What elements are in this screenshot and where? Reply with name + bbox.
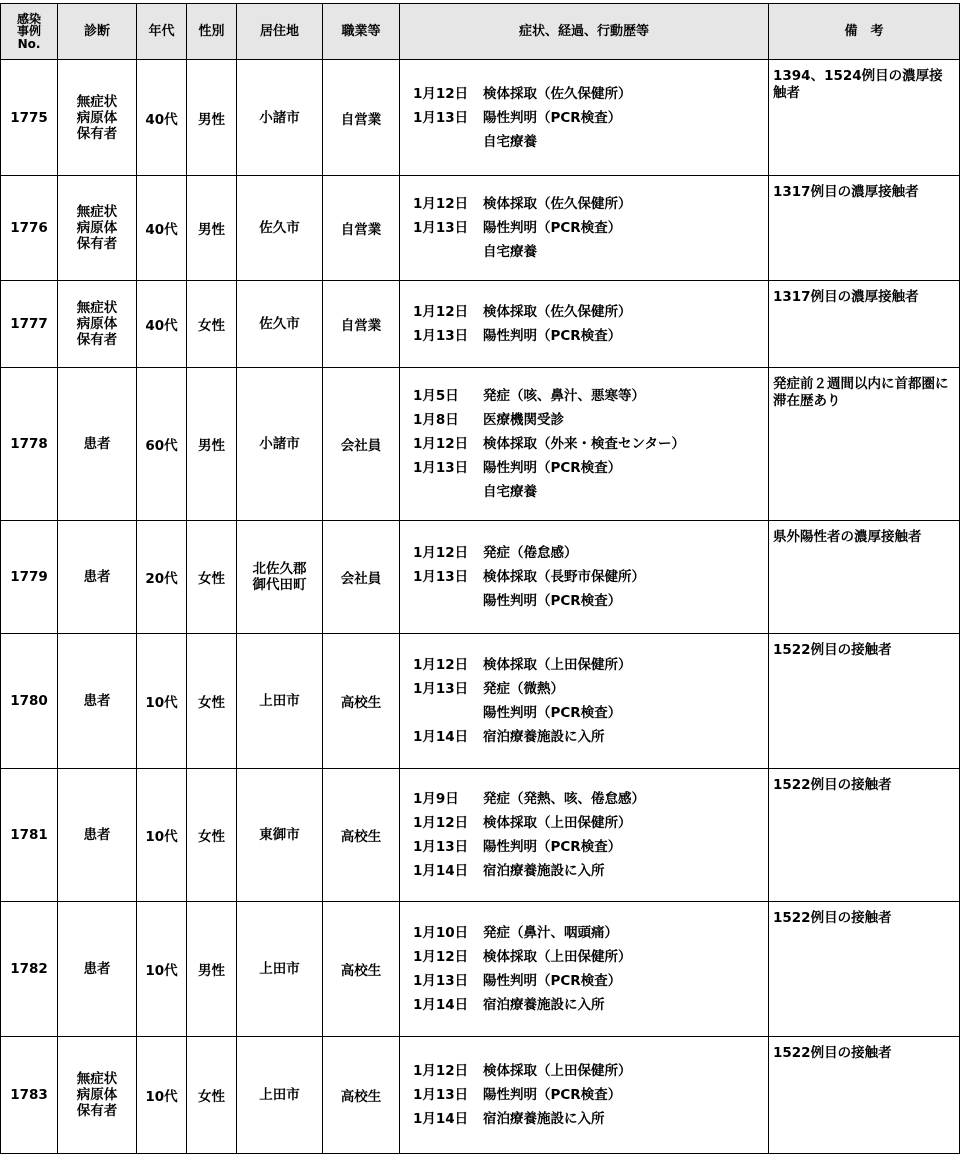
residence-cell <box>237 902 323 1037</box>
diagnosis-cell <box>58 60 137 176</box>
header-case-no-line1: 感染 <box>16 11 41 26</box>
event-date: 1月13日 <box>413 460 469 476</box>
header-diagnosis: 診断 <box>58 4 137 60</box>
header-sex: 性別 <box>187 4 237 60</box>
event-date: 1月14日 <box>413 863 469 879</box>
age-cell: 40代 <box>137 60 187 176</box>
residence-cell <box>237 281 323 368</box>
symptoms-cell <box>400 634 769 769</box>
event-row <box>413 859 768 883</box>
event-description: 陽性判明（PCR検査） <box>483 220 622 236</box>
note-cell: 1522例目の接触者 <box>769 1037 960 1154</box>
event-date <box>413 589 483 613</box>
event-date: 1月12日 <box>413 1063 469 1079</box>
header-case-no-line2: 事例 <box>16 24 41 39</box>
occupation-cell: 高校生 <box>323 634 400 769</box>
event-description: 検体採取（佐久保健所） <box>483 85 632 102</box>
event-description: 発症（微熱） <box>483 681 564 697</box>
occupation-cell: 自営業 <box>323 176 400 281</box>
event-row <box>413 835 768 859</box>
event-description: 発症（発熱、咳、倦怠感） <box>483 791 645 807</box>
symptoms-cell <box>400 281 769 368</box>
diagnosis-cell <box>58 769 137 902</box>
case-table <box>0 3 960 1154</box>
diagnosis-cell-line: 病原体 <box>76 109 118 126</box>
event-description: 陽性判明（PCR検査） <box>483 109 622 126</box>
diagnosis-cell-line: 病原体 <box>76 220 118 236</box>
case-no-cell: 1779 <box>1 521 58 634</box>
event-row <box>413 408 768 432</box>
event-description: 自宅療養 <box>483 133 537 150</box>
event-description: 医療機関受診 <box>483 412 564 428</box>
event-description: 検体採取（上田保健所） <box>483 949 632 965</box>
table-row <box>1 634 960 769</box>
event-row <box>413 480 768 504</box>
residence-cell <box>237 176 323 281</box>
event-row <box>413 240 768 264</box>
event-row <box>413 456 768 480</box>
age-cell: 10代 <box>137 1037 187 1154</box>
residence-cell-line: 上田市 <box>259 961 300 977</box>
header-notes: 備 考 <box>769 4 960 60</box>
event-date: 1月13日 <box>413 328 469 344</box>
symptoms-cell <box>400 368 769 521</box>
event-row <box>413 589 768 613</box>
diagnosis-cell <box>58 634 137 769</box>
diagnosis-cell-line: 患者 <box>83 961 111 977</box>
table-body <box>1 60 960 1154</box>
event-row <box>413 565 768 589</box>
sex-cell: 男性 <box>187 60 237 176</box>
case-no-cell: 1782 <box>1 902 58 1037</box>
event-date <box>413 701 483 725</box>
note-cell: 1522例目の接触者 <box>769 769 960 902</box>
event-date: 1月12日 <box>413 304 469 320</box>
diagnosis-cell-line: 患者 <box>83 436 111 452</box>
event-row <box>413 1059 768 1083</box>
case-no-cell: 1778 <box>1 368 58 521</box>
event-description: 陽性判明（PCR検査） <box>483 1087 622 1103</box>
diagnosis-cell-line: 保有者 <box>76 125 118 142</box>
event-description: 検体採取（上田保健所） <box>483 657 632 673</box>
case-no-cell: 1781 <box>1 769 58 902</box>
event-row <box>413 130 768 154</box>
event-description: 検体採取（長野市保健所） <box>483 569 645 585</box>
residence-cell <box>237 1037 323 1154</box>
residence-cell <box>237 634 323 769</box>
diagnosis-cell-line: 患者 <box>83 827 111 843</box>
event-row <box>413 677 768 701</box>
event-row <box>413 1083 768 1107</box>
age-cell: 40代 <box>137 176 187 281</box>
sex-cell: 男性 <box>187 902 237 1037</box>
residence-cell-line: 御代田町 <box>252 577 307 593</box>
event-date: 1月9日 <box>413 791 459 807</box>
occupation-cell: 自営業 <box>323 60 400 176</box>
occupation-cell: 高校生 <box>323 902 400 1037</box>
event-description: 検体採取（上田保健所） <box>483 815 632 831</box>
diagnosis-cell-line: 病原体 <box>76 316 118 332</box>
event-description: 陽性判明（PCR検査） <box>483 328 622 344</box>
diagnosis-cell <box>58 521 137 634</box>
residence-cell <box>237 368 323 521</box>
event-description: 陽性判明（PCR検査） <box>483 839 622 855</box>
event-date: 1月13日 <box>413 109 469 126</box>
event-date: 1月12日 <box>413 815 469 831</box>
event-description: 宿泊療養施設に入所 <box>483 863 605 879</box>
symptoms-cell <box>400 769 769 902</box>
residence-cell-line: 東御市 <box>259 827 300 843</box>
residence-cell-line: 上田市 <box>259 693 300 709</box>
event-row <box>413 701 768 725</box>
event-description: 検体採取（外来・検査センター） <box>483 436 685 452</box>
event-row <box>413 921 768 945</box>
event-date: 1月13日 <box>413 973 469 989</box>
age-cell: 10代 <box>137 769 187 902</box>
header-case-no-line3: No. <box>17 36 41 51</box>
event-date: 1月12日 <box>413 657 469 673</box>
event-row <box>413 384 768 408</box>
sex-cell: 女性 <box>187 634 237 769</box>
event-description: 宿泊療養施設に入所 <box>483 1111 605 1127</box>
event-date: 1月12日 <box>413 196 469 212</box>
residence-cell <box>237 769 323 902</box>
event-row <box>413 725 768 749</box>
event-date: 1月13日 <box>413 569 469 585</box>
event-row <box>413 653 768 677</box>
table-row <box>1 176 960 281</box>
residence-cell <box>237 60 323 176</box>
diagnosis-cell-line: 保有者 <box>76 236 118 252</box>
diagnosis-cell <box>58 176 137 281</box>
event-description: 検体採取（佐久保健所） <box>483 196 632 212</box>
diagnosis-cell <box>58 902 137 1037</box>
diagnosis-cell-line: 保有者 <box>76 332 118 348</box>
residence-cell-line: 北佐久郡 <box>252 561 307 577</box>
event-description: 発症（咳、鼻汁、悪寒等） <box>483 388 645 404</box>
age-cell: 60代 <box>137 368 187 521</box>
symptoms-cell <box>400 521 769 634</box>
sex-cell: 男性 <box>187 368 237 521</box>
table-row <box>1 521 960 634</box>
event-date: 1月8日 <box>413 412 459 428</box>
occupation-cell: 高校生 <box>323 769 400 902</box>
event-row <box>413 945 768 969</box>
event-description: 陽性判明（PCR検査） <box>483 705 622 721</box>
event-date: 1月12日 <box>413 949 469 965</box>
event-row <box>413 541 768 565</box>
residence-cell-line: 佐久市 <box>259 316 300 332</box>
diagnosis-cell-line: 無症状 <box>76 300 118 316</box>
event-date: 1月14日 <box>413 1111 469 1127</box>
sex-cell: 女性 <box>187 281 237 368</box>
diagnosis-cell-line: 保有者 <box>76 1103 118 1119</box>
occupation-cell: 高校生 <box>323 1037 400 1154</box>
event-description: 発症（鼻汁、咽頭痛） <box>483 925 618 941</box>
event-date <box>413 130 483 154</box>
symptoms-cell <box>400 1037 769 1154</box>
residence-cell-line: 佐久市 <box>259 220 300 236</box>
event-date: 1月12日 <box>413 545 469 561</box>
diagnosis-cell <box>58 1037 137 1154</box>
residence-cell-line: 上田市 <box>259 1087 300 1103</box>
event-description: 陽性判明（PCR検査） <box>483 460 622 476</box>
event-row <box>413 969 768 993</box>
symptoms-cell <box>400 902 769 1037</box>
table-row <box>1 902 960 1037</box>
event-row <box>413 82 768 106</box>
occupation-cell: 自営業 <box>323 281 400 368</box>
symptoms-cell <box>400 60 769 176</box>
event-row <box>413 787 768 811</box>
case-no-cell: 1776 <box>1 176 58 281</box>
event-date: 1月10日 <box>413 925 469 941</box>
event-row <box>413 811 768 835</box>
note-cell: 1317例目の濃厚接触者 <box>769 281 960 368</box>
event-row <box>413 993 768 1017</box>
event-row <box>413 300 768 324</box>
diagnosis-cell-line: 患者 <box>83 569 111 585</box>
event-date <box>413 480 483 504</box>
event-date <box>413 240 483 264</box>
age-cell: 40代 <box>137 281 187 368</box>
note-cell: 1522例目の接触者 <box>769 634 960 769</box>
event-date: 1月14日 <box>413 997 469 1013</box>
diagnosis-cell-line: 病原体 <box>76 1087 118 1103</box>
event-description: 検体採取（上田保健所） <box>483 1063 632 1079</box>
event-date: 1月13日 <box>413 1087 469 1103</box>
event-description: 自宅療養 <box>483 484 537 500</box>
note-cell: 1394、1524例目の濃厚接触者 <box>769 60 960 176</box>
event-description: 宿泊療養施設に入所 <box>483 997 605 1013</box>
event-row <box>413 432 768 456</box>
occupation-cell: 会社員 <box>323 521 400 634</box>
header-row <box>1 4 960 60</box>
sex-cell: 女性 <box>187 521 237 634</box>
event-date: 1月13日 <box>413 839 469 855</box>
diagnosis-cell-line: 患者 <box>83 693 111 709</box>
residence-cell <box>237 521 323 634</box>
header-case-no <box>1 4 58 60</box>
diagnosis-cell-line: 無症状 <box>76 93 118 110</box>
occupation-cell: 会社員 <box>323 368 400 521</box>
residence-cell-line: 小諸市 <box>259 436 300 452</box>
header-age: 年代 <box>137 4 187 60</box>
header-residence: 居住地 <box>237 4 323 60</box>
event-description: 発症（倦怠感） <box>483 545 578 561</box>
event-date: 1月12日 <box>413 85 469 102</box>
event-description: 陽性判明（PCR検査） <box>483 973 622 989</box>
event-row <box>413 216 768 240</box>
table-row <box>1 60 960 176</box>
age-cell: 10代 <box>137 902 187 1037</box>
table-row <box>1 769 960 902</box>
event-date: 1月13日 <box>413 681 469 697</box>
sex-cell: 女性 <box>187 769 237 902</box>
case-no-cell: 1775 <box>1 60 58 176</box>
event-description: 宿泊療養施設に入所 <box>483 729 605 745</box>
header-occupation: 職業等 <box>323 4 400 60</box>
age-cell: 20代 <box>137 521 187 634</box>
diagnosis-cell-line: 無症状 <box>76 204 118 220</box>
sex-cell: 男性 <box>187 176 237 281</box>
case-no-cell: 1777 <box>1 281 58 368</box>
event-date: 1月12日 <box>413 436 469 452</box>
note-cell: 県外陽性者の濃厚接触者 <box>769 521 960 634</box>
event-description: 陽性判明（PCR検査） <box>483 593 622 609</box>
sex-cell: 女性 <box>187 1037 237 1154</box>
event-row <box>413 1107 768 1131</box>
symptoms-cell <box>400 176 769 281</box>
note-cell: 発症前２週間以内に首都圏に滞在歴あり <box>769 368 960 521</box>
header-symptoms: 症状、経過、行動歴等 <box>400 4 769 60</box>
diagnosis-cell-line: 無症状 <box>76 1071 118 1087</box>
diagnosis-cell <box>58 281 137 368</box>
residence-cell-line: 小諸市 <box>259 109 300 126</box>
case-no-cell: 1783 <box>1 1037 58 1154</box>
event-date: 1月13日 <box>413 220 469 236</box>
event-date: 1月5日 <box>413 388 459 404</box>
table-row <box>1 368 960 521</box>
diagnosis-cell <box>58 368 137 521</box>
event-description: 検体採取（佐久保健所） <box>483 304 632 320</box>
event-row <box>413 324 768 348</box>
note-cell: 1317例目の濃厚接触者 <box>769 176 960 281</box>
event-row <box>413 192 768 216</box>
event-description: 自宅療養 <box>483 244 537 260</box>
event-row <box>413 106 768 130</box>
note-cell: 1522例目の接触者 <box>769 902 960 1037</box>
table-row <box>1 1037 960 1154</box>
table-row <box>1 281 960 368</box>
event-date: 1月14日 <box>413 729 469 745</box>
age-cell: 10代 <box>137 634 187 769</box>
case-no-cell: 1780 <box>1 634 58 769</box>
